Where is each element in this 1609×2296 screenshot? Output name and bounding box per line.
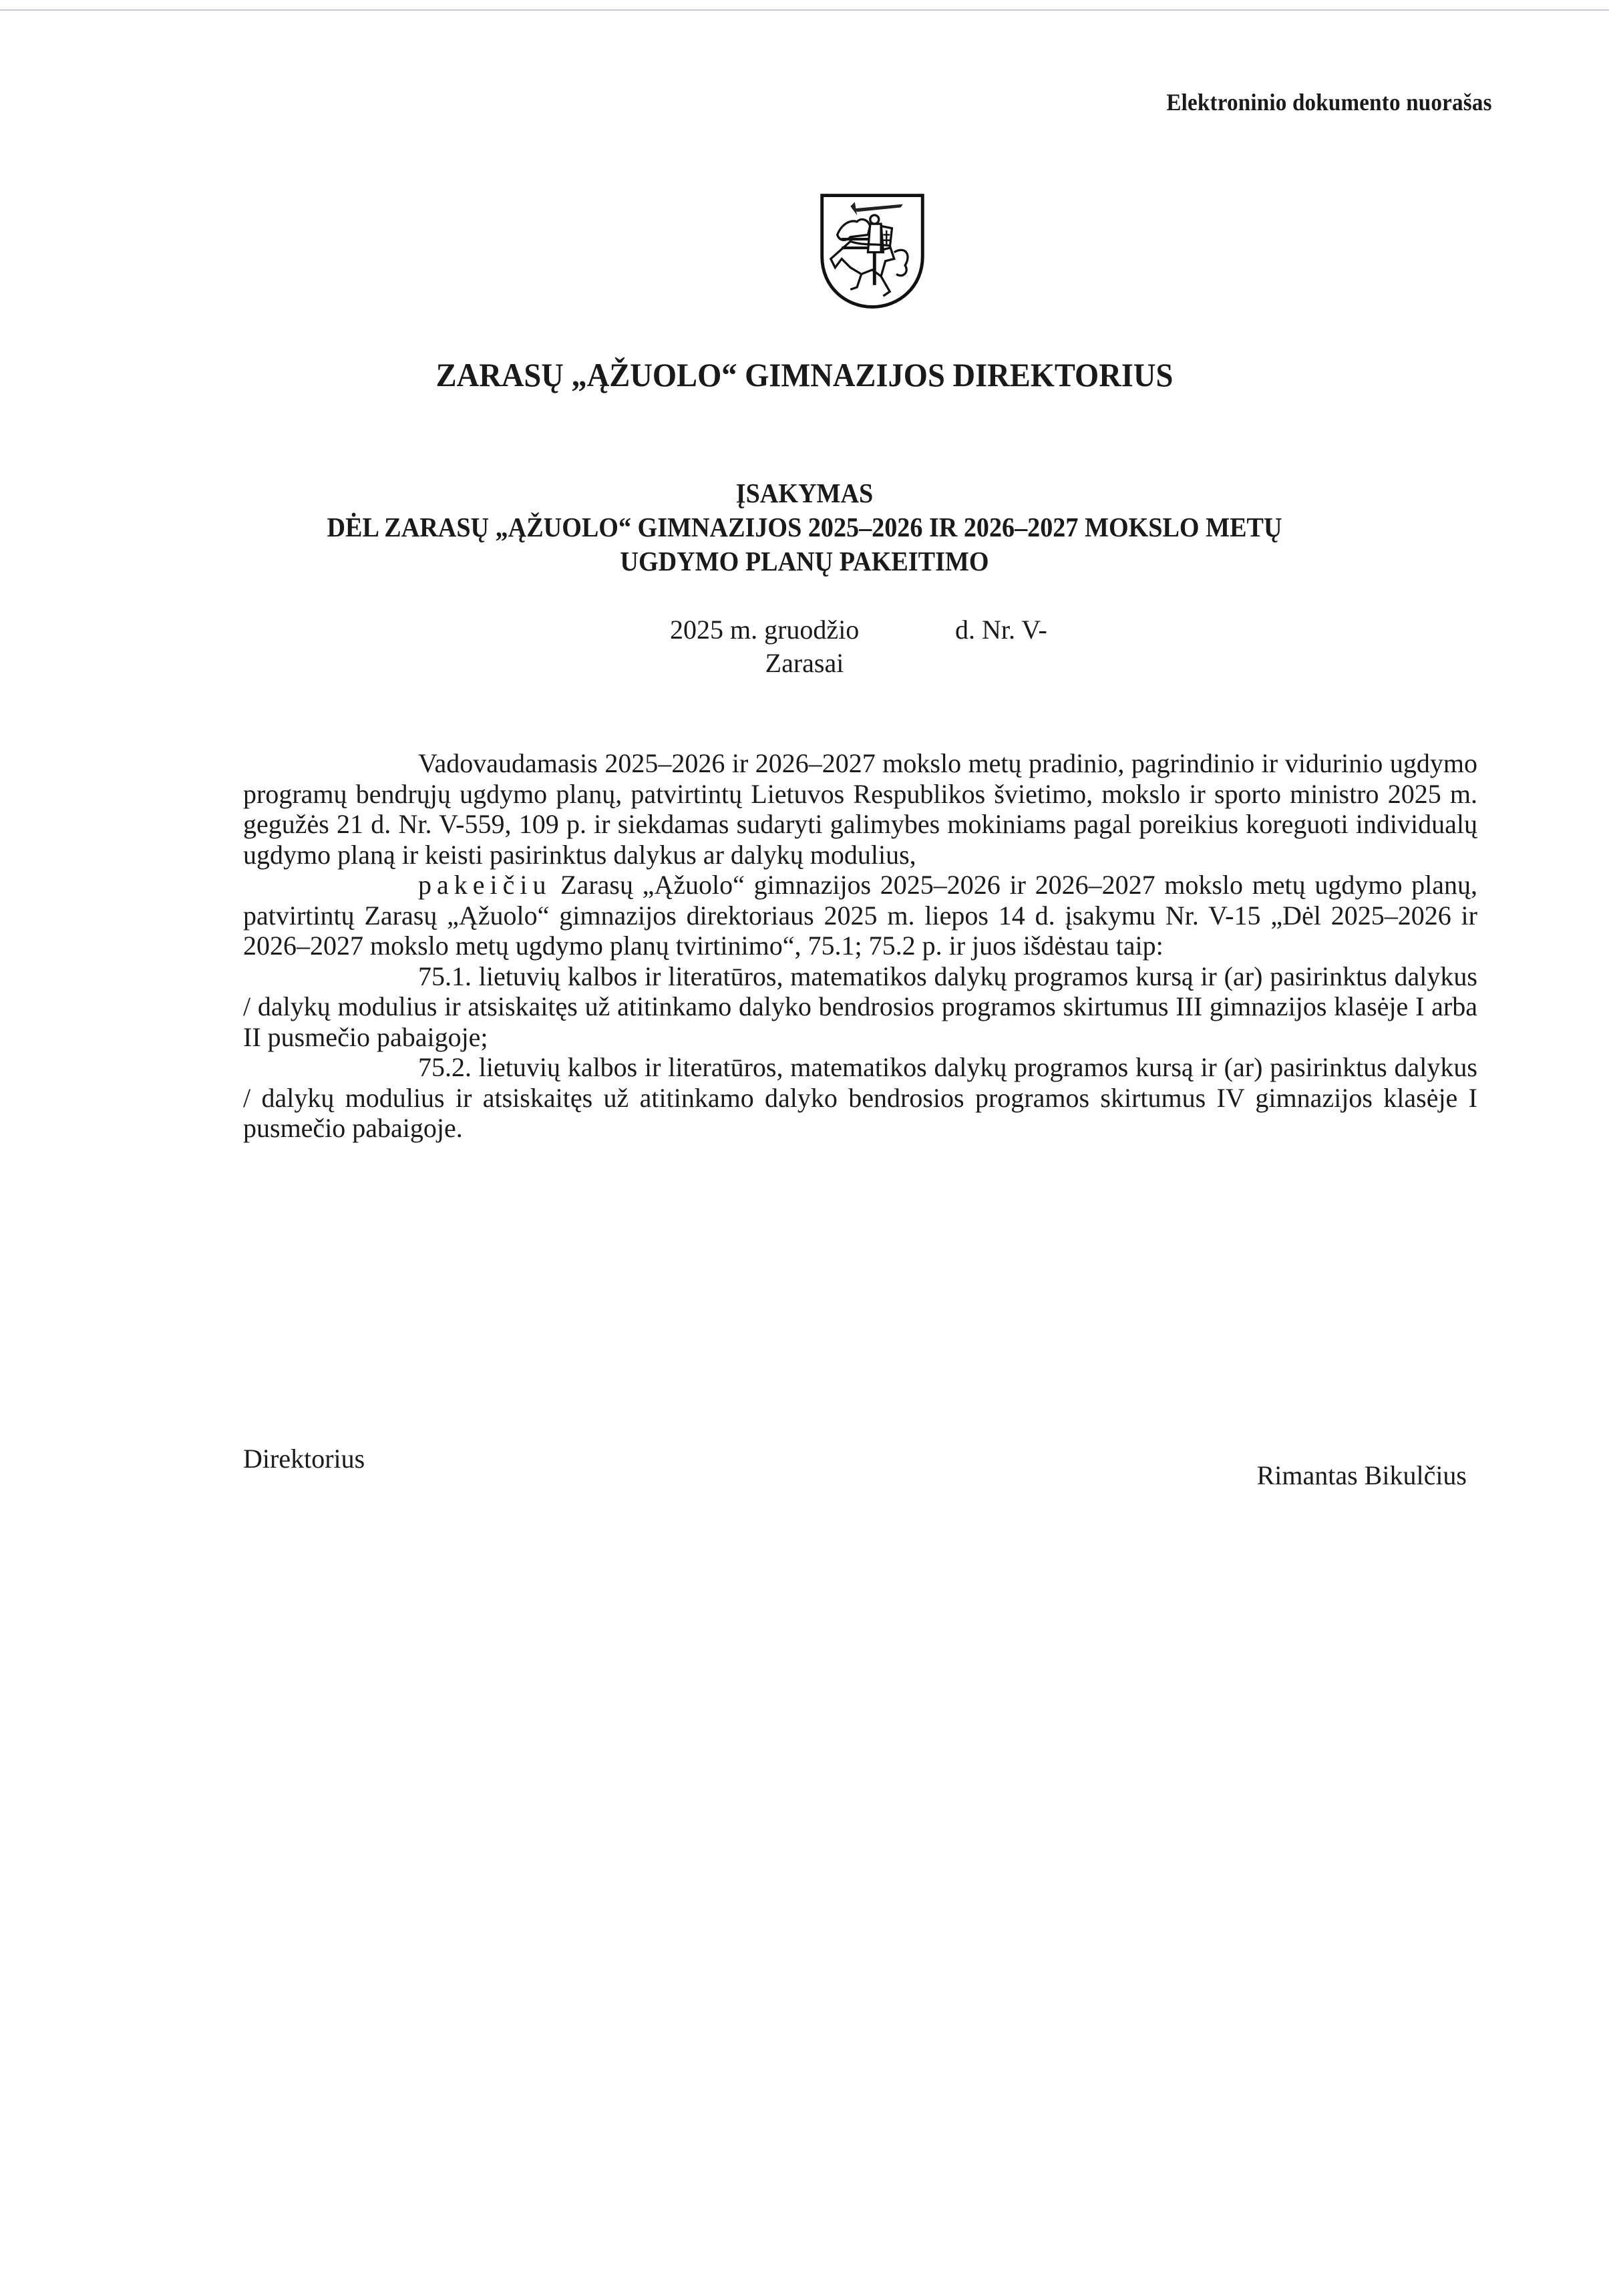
document-date: 2025 m. gruodžio — [670, 615, 860, 645]
document-place: Zarasai — [765, 648, 844, 678]
item-75-2: 75.2. lietuvių kalbos ir literatūros, matematikos dalykų programos kursą ir (ar) pasirinktus dalykus / dalykų modulius ir atsiskaitęs už atitinkamo dalyko bendrosios programos skirtumus IV gimnazijos klasėje I pusmečio pabaigoje. — [243, 1052, 1477, 1143]
scan-edge-line — [0, 9, 1609, 11]
signatory-position: Direktorius — [243, 1444, 365, 1474]
order-verb: pakeičiu — [418, 870, 552, 900]
body-paragraph-2 — [243, 870, 1477, 961]
document-subject-line-2: UGDYMO PLANŲ PAKEITIMO — [620, 546, 989, 577]
coat-of-arms-icon — [818, 191, 927, 311]
organization-title: ZARASŲ „ĄŽUOLO“ GIMNAZIJOS DIREKTORIUS — [435, 356, 1174, 393]
body-paragraph-2-text: Zarasų „Ąžuolo“ gimnazijos 2025–2026 ir 2026–2027 mokslo metų ugdymo planų, patvirtintų Zarasų „Ąžuolo“ gimnazijos direktoriaus 2025 m. liepos 14 d. įsakymu Nr. V-15 „Dėl 2025–2026 ir 2026–2027 mokslo metų ugdymo planų tvirtinimo“, 75.1; 75.2 p. ir juos išdėstau taip: — [243, 870, 1477, 961]
item-75-1: 75.1. lietuvių kalbos ir literatūros, matematikos dalykų programos kursą ir (ar) pasirinktus dalykus / dalykų modulius ir atsiskaitęs už atitinkamo dalyko bendrosios programos skirtumus III gimnazijos klasėje I arba II pusmečio pabaigoje; — [243, 961, 1477, 1052]
signatory-name: Rimantas Bikulčius — [1256, 1460, 1467, 1490]
document-type: ĮSAKYMAS — [735, 478, 874, 508]
document-subject-line-1: DĖL ZARASŲ „ĄŽUOLO“ GIMNAZIJOS 2025–2026 IR 2026–2027 MOKSLO METŲ — [327, 512, 1282, 542]
document-heading — [56, 476, 1552, 579]
electronic-copy-note: Elektroninio dokumento nuorašas — [1166, 89, 1492, 116]
document-number: d. Nr. V- — [955, 615, 1047, 645]
body-paragraph-1: Vadovaudamasis 2025–2026 ir 2026–2027 mokslo metų pradinio, pagrindinio ir vidurinio ugdymo programų bendrųjų ugdymo planų, patvirtintų Lietuvos Respublikos švietimo, mokslo ir sporto ministro 2025 m. gegužės 21 d. Nr. V-559, 109 p. ir siekdamas sudaryti galimybes mokiniams pagal poreikius koreguoti individualų ugdymo planą ir keisti pasirinktus dalykus ar dalykų modulius, — [243, 748, 1477, 870]
document-body — [243, 748, 1477, 1144]
